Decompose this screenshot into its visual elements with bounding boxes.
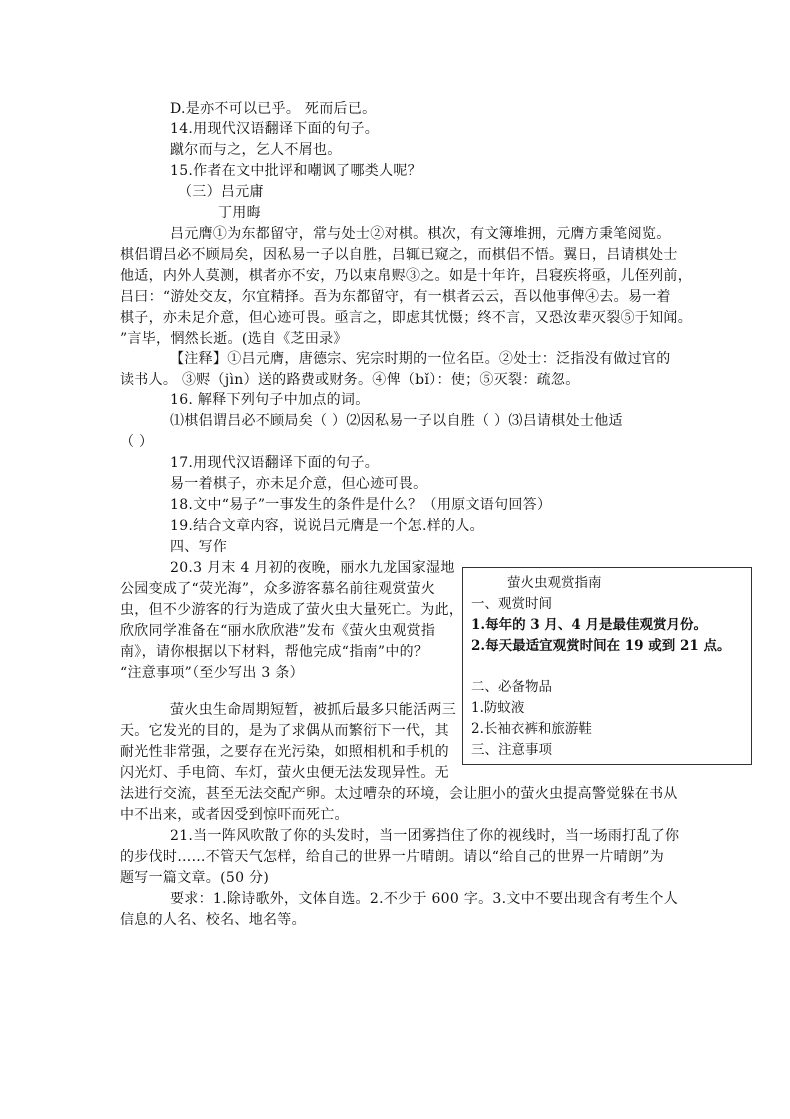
guide-section-items: 二、必备物品: [471, 679, 552, 695]
section-3-title: （三）吕元庸: [178, 184, 264, 200]
question-20-line: “注意事项”（至少写出 3 条）: [120, 665, 304, 681]
question-15: 15.作者在文中批评和嘲讽了哪类人呢？: [170, 163, 422, 179]
question-14: 14.用现代汉语翻译下面的句子。: [170, 121, 380, 137]
passage-line: 吕元膺①为东都留守，常与处士②对棋。棋次，有文簿堆拥，元膺方秉笔阅览。: [170, 226, 671, 242]
guide-section-time: 一、观赏时间: [471, 596, 552, 612]
guide-item: 1.防蚊液: [471, 700, 525, 716]
material-line: 萤火虫生命周期短暂，被抓后最多只能活两三: [170, 702, 456, 718]
question-16-blank: （ ）: [120, 434, 154, 450]
question-14-sentence: 蹴尔而与之，乞人不屑也。: [170, 142, 342, 158]
requirements-line: 要求：1.除诗歌外，文体自选。2.不少于 600 字。3.文中不要出现含有考生个人: [170, 891, 678, 907]
question-21-line: 题写一篇文章。(50 分): [120, 870, 270, 886]
option-d: D.是亦不可以已乎。 死而后已。: [170, 101, 377, 117]
question-20-line: 虫，但不少游客的行为造成了萤火虫大量死亡。为此，: [120, 602, 464, 618]
requirements-line: 信息的人名、校名、地名等。: [120, 912, 306, 928]
material-line: 法进行交流，甚至无法交配产卵。太过嘈杂的环境，会让胆小的萤火虫提高警觉躲在书从: [120, 786, 678, 802]
question-16-items: ⑴棋侣谓吕必不顾局矣（ ）⑵因私易一子以自胜（ ）⑶吕请棋处士他适: [170, 413, 623, 429]
firefly-guide-box: [462, 567, 752, 765]
section-3-author: 丁用晦: [218, 205, 261, 221]
material-line: 闪光灯、手电筒、车灯，萤火虫便无法发现异性。无: [120, 765, 449, 781]
guide-item: 2.长袖衣裤和旅游鞋: [471, 721, 592, 737]
question-20-line: 公园变成了“荧光海”，众多游客慕名前往观赏萤火: [120, 581, 436, 597]
guide-item: 1.每年的 3 月、4 月是最佳观赏月份。: [471, 617, 707, 633]
guide-item: 2.每天最适宜观赏时间在 19 或到 21 点。: [471, 638, 731, 654]
question-17-sentence: 易一着棋子，亦未足介意，但心迹可畏。: [170, 476, 428, 492]
question-21-line: 的步伐时……不管天气怎样，给自己的世界一片晴朗。请以“给自己的世界一片晴朗”为: [120, 849, 665, 865]
passage-line: 他适，内外人莫测，棋者亦不安，乃以束帛赆③之。如是十年许，吕寝疾将亟，儿侄列前，: [120, 268, 692, 284]
passage-line: 棋子，亦未足介意，但心迹可畏。亟言之，即虑其忧慑；终不言，又恐汝辈灭裂⑤于知闻。: [120, 310, 692, 326]
question-21-line: 21.当一阵风吹散了你的头发时，当一团雾挡住了你的视线时，当一场雨打乱了你: [170, 828, 680, 844]
material-line: 耐光性非常强，之要存在光污染，如照相机和手机的: [120, 744, 449, 760]
annotation-line: 读书人。 ③赆（jìn）送的路费或财务。④俾（bǐ）：使；⑤灭裂：疏忽。: [120, 372, 580, 388]
guide-title: 萤火虫观赏指南: [507, 575, 602, 591]
question-16: 16. 解释下列句子中加点的词。: [170, 392, 370, 408]
section-4-title: 四、写作: [170, 539, 228, 555]
passage-source: ”言毕，惘然长逝。(选自《芝田录》: [120, 331, 348, 347]
passage-line: 吕曰：“游处交友，尔宜精择。吾为东都留守，有一棋者云云，吾以他事俾④去。易一着: [120, 289, 671, 305]
material-line: 中不出来，或者因受到惊吓而死亡。: [120, 807, 349, 823]
material-line: 天。它发光的目的，是为了求偶从而繁衍下一代，其: [120, 723, 449, 739]
question-20-line: 欣欣同学准备在“丽水欣欣港”发布《萤火虫观赏指: [120, 623, 436, 639]
question-18: 18.文中“易子”一事发生的条件是什么？（用原文语句回答）: [170, 497, 552, 513]
question-20-line: 20.3 月末 4 月初的夜晚，丽水九龙国家湿地: [170, 560, 455, 576]
annotation-line: 【注释】①吕元膺，唐德宗、宪宗时期的一位名臣。②处士：泛指没有做过官的: [170, 351, 671, 367]
guide-section-notes: 三、注意事项: [471, 742, 552, 758]
question-17: 17.用现代汉语翻译下面的句子。: [170, 455, 380, 471]
question-20-line: 南》，请你根据以下材料，帮他完成“指南”中的？: [120, 644, 429, 660]
passage-line: 棋侣谓吕必不顾局矣，因私易一子以自胜，吕辄已窥之，而棋侣不悟。翼日，吕请棋处士: [120, 247, 678, 263]
question-19: 19.结合文章内容，说说吕元膺是一个怎.样的人。: [170, 518, 484, 534]
